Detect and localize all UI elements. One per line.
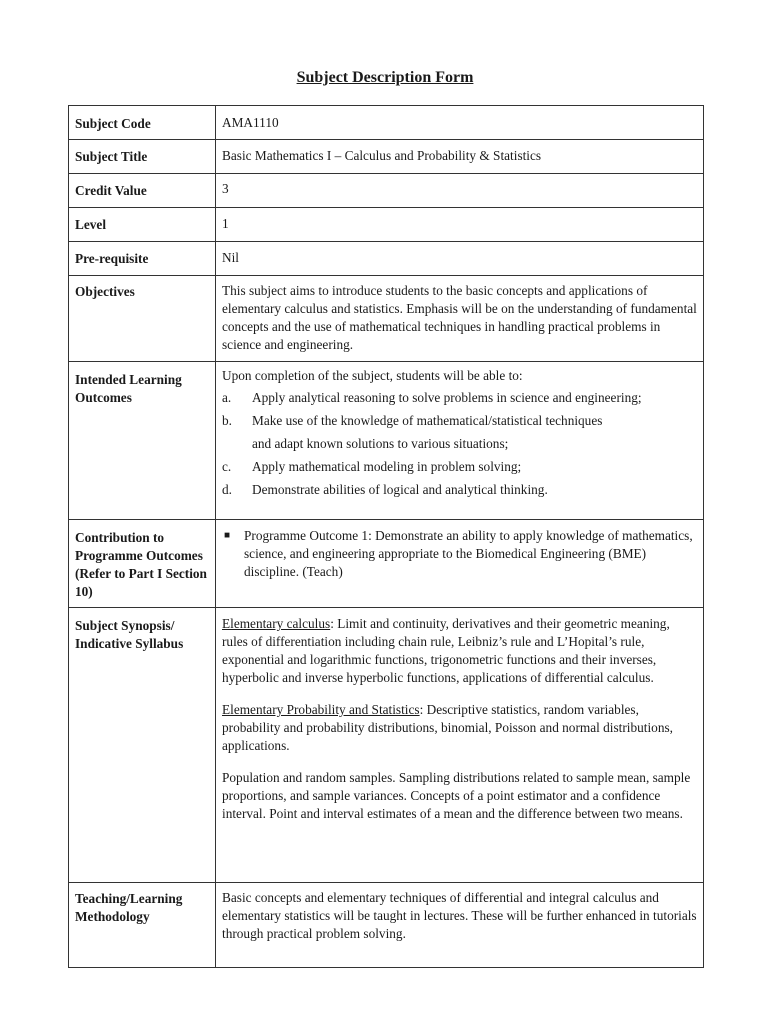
ilo-letter: c. (222, 459, 232, 474)
square-bullet-icon: ■ (224, 530, 231, 541)
teaching-label: Teaching/Learning Methodology (69, 883, 216, 968)
row-intended-learning-outcomes (69, 362, 704, 520)
credit-value-value: 3 (216, 174, 704, 208)
credit-value-label: Credit Value (69, 174, 216, 208)
teaching-value: Basic concepts and elementary techniques of differential and integral calculus and elementary statistics will be taught in lectures. These will be further enhanced in tutorials through practical problem solving. (216, 883, 704, 968)
row-level (69, 208, 704, 242)
row-credit-value (69, 174, 704, 208)
row-subject-title (69, 140, 704, 174)
objectives-label: Objectives (69, 276, 216, 362)
row-prerequisite (69, 242, 704, 276)
level-value: 1 (216, 208, 704, 242)
row-synopsis (69, 608, 704, 883)
ilo-text: Apply analytical reasoning to solve problems in science and engineering; (252, 390, 642, 405)
ilo-text: Make use of the knowledge of mathematical/statistical techniques (252, 413, 603, 428)
subject-title-label: Subject Title (69, 140, 216, 174)
row-teaching (69, 883, 704, 968)
ilo-intro: Upon completion of the subject, students will be able to: (222, 368, 523, 383)
level-label: Level (69, 208, 216, 242)
list-item (222, 481, 697, 499)
ilo-text: and adapt known solutions to various situations; (252, 436, 509, 451)
subject-title-value: Basic Mathematics I – Calculus and Probability & Statistics (216, 140, 704, 174)
synopsis-label: Subject Synopsis/ Indicative Syllabus (69, 608, 216, 883)
ilo-label: Intended Learning Outcomes (69, 362, 216, 520)
probability-heading: Elementary Probability and Statistics (222, 702, 420, 717)
row-subject-code (69, 106, 704, 140)
list-item (222, 435, 697, 453)
subject-code-label: Subject Code (69, 106, 216, 140)
list-item (222, 412, 697, 430)
ilo-letter: d. (222, 482, 232, 497)
form-title: Subject Description Form (296, 69, 474, 86)
prerequisite-label: Pre-requisite (69, 242, 216, 276)
subject-code-value: AMA1110 (216, 106, 704, 140)
programme-outcome-text: Programme Outcome 1: Demonstrate an ability to apply knowledge of mathematics, science, and engineering appropriate to the Biomedical Engineering (BME) discipline. (Teach) (244, 528, 693, 579)
probability-text: : Descriptive statistics, random variables, probability and probability distributions, binomial, Poisson and normal distributions, applications. (222, 702, 673, 753)
ilo-text: Apply mathematical modeling in problem solving; (252, 459, 522, 474)
list-item (222, 389, 697, 407)
probability-paragraph (222, 701, 697, 755)
calculus-heading: Elementary calculus (222, 616, 331, 631)
ilo-text: Demonstrate abilities of logical and analytical thinking. (252, 482, 548, 497)
row-contribution (69, 520, 704, 608)
ilo-list (222, 389, 697, 499)
contribution-label: Contribution to Programme Outcomes (Refer to Part I Section 10) (69, 520, 216, 608)
subject-description-table (68, 105, 704, 968)
calculus-paragraph (222, 615, 697, 687)
prerequisite-value: Nil (216, 242, 704, 276)
objectives-value: This subject aims to introduce students to the basic concepts and applications of elementary calculus and statistics. Emphasis will be on the understanding of fundamental concepts and the use of mathematical techniques in handling practical problems in science and engineering. (216, 276, 704, 362)
calculus-text: : Limit and continuity, derivatives and their geometric meaning, rules of differentiation including chain rule, Leibniz’s rule and L’Hopital’s rule, exponential and logarithmic functions, trigonometric functions and their inverses, hyperbolic and inverse hyperbolic functions, applications of differential calculus. (222, 616, 670, 685)
ilo-letter: b. (222, 413, 232, 428)
population-paragraph: Population and random samples. Sampling distributions related to sample mean, sample proportions, and sample variances. Concepts of a point estimator and a confidence interval. Point and interval estimates of a mean and the difference between two means. (222, 770, 691, 821)
row-objectives (69, 276, 704, 362)
list-item (222, 458, 697, 476)
programme-outcome-bullet (222, 527, 697, 581)
ilo-letter: a. (222, 390, 232, 405)
